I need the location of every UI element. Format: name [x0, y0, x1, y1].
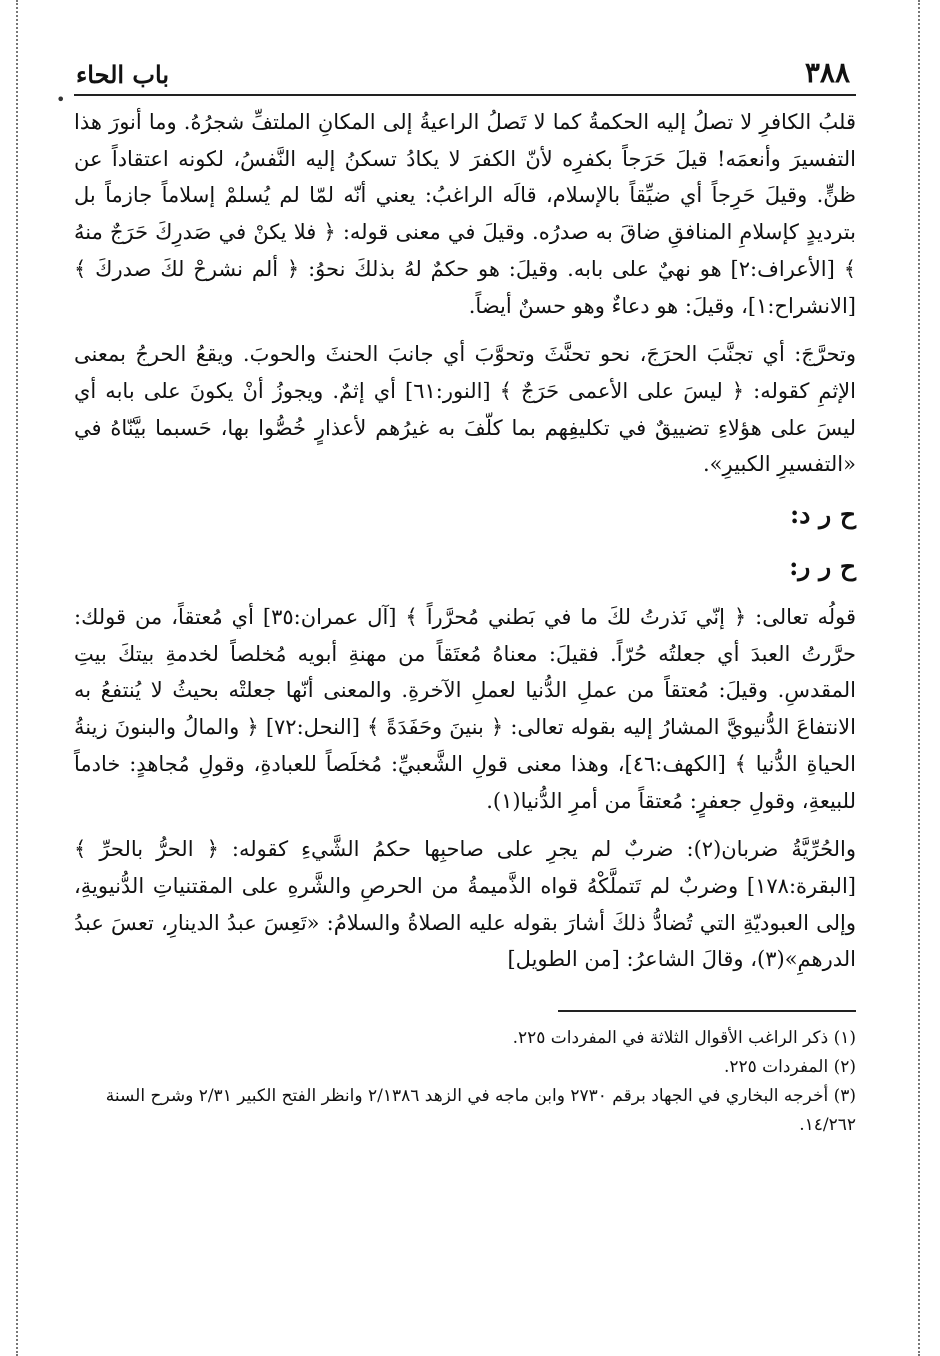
page-body: [74, 104, 856, 978]
page-number: ٣٨٨: [804, 56, 850, 89]
page-header: [56, 56, 856, 109]
paragraph-muharraran: قولُه تعالى: ﴿ إنّي نَذرتُ لكَ ما في بَطني مُحرَّراً ﴾ [آل عمران:٣٥] أي مُعتقاً، من قولك: حرَّرتُ العبدَ أي جعلتُه حُرّاً. فقيلَ: معناهُ مُعتَقاً من مهنةِ أبويه مُخلصاً لخدمةِ بيتكَ بيتِ المقدسِ. وقيلَ: مُعتقاً من عملِ الدُّنيا لعملِ الآخرةِ. والمعنى أنّها جعلتْه بحيثُ لا يُنتفعُ به الانتفاعَ الدُّنيويَّ المشارُ إليه بقوله تعالى: ﴿ بنينَ وحَفَدَةً ﴾ [النحل:٧٢] ﴿ والمالُ والبنونَ زينةُ الحياةِ الدُّنيا ﴾ [الكهف:٤٦]، وهذا معنى قولِ الشَّعبيِّ: مُخلَصاً للعبادةِ، وقولِ مُجاهدٍ: خادماً للبيعةِ، وقولِ جعفرٍ: مُعتقاً من أمرِ الدُّنيا(١).: [74, 605, 856, 813]
chapter-title: باب الحاء: [76, 60, 170, 89]
footnote-number: (٢): [833, 1057, 856, 1078]
footnote-separator: [558, 1010, 856, 1012]
footnote-text: أخرجه البخاري في الجهاد برقم ٢٧٣٠ وابن ماجه في الزهد ٢/١٣٨٦ وانظر الفتح الكبير ٢/٣١ وشرح السنة ١٤/٢٦٢.: [105, 1086, 856, 1136]
entry-heading-h-r-r: ح ر ر:: [789, 552, 856, 582]
entry-heading-h-r-d: ح ر د:: [790, 500, 856, 530]
paragraph-harajan: قلبُ الكافرِ لا تصلُ إليه الحكمةُ كما لا تَصلُ الراعيةُ إلى المكانِ الملتفِّ شجرُهُ. وما أنورَ هذا التفسيرَ وأنعمَه! قيلَ حَرَجاً بكفرِه لأنّ الكفرَ لا يكادُ تسكنُ إليه النَّفسُ، لكونه اعتقاداً عن ظنٍّ. وقيلَ حَرِجاً أي ضيِّقاً بالإسلام، قالَه الراغبُ: يعني أنّه لمّا لم يُسلمْ إسلاماً جازماً بل بترديدٍ كإسلامِ المنافقِ ضاقَ به صدرُه. وقيلَ في معنى قوله: ﴿ فلا يكنْ في صَدرِكَ حَرَجٌ منهُ ﴾ [الأعراف:٢] هو نهيٌ على بابه. وقيلَ: هو حكمٌ لهُ بذلكَ نحوُ: ﴿ ألم نشرحْ لكَ صدركَ ﴾ [الانشراح:١]، وقيلَ: هو دعاءٌ وهو حسنٌ أيضاً.: [74, 110, 856, 318]
scan-margin-left: [16, 0, 18, 1356]
footnote-text: المفردات ٢٢٥.: [723, 1057, 829, 1078]
footnote-number: (٣): [833, 1086, 856, 1107]
scan-margin-right: [918, 0, 920, 1356]
footnote-text: ذكر الراغب الأقوال الثلاثة في المفردات ٢٢٥.: [512, 1028, 829, 1049]
footnote-1: [74, 1024, 856, 1053]
paragraph-taharraja: وتحرَّجَ: أي تجنَّبَ الحرَجَ، نحو تحنَّثَ وتحوَّبَ أي جانبَ الحنثَ والحوبَ. ويقعُ الحرجُ بمعنى الإثمِ كقوله: ﴿ ليسَ على الأعمى حَرَجٌ ﴾ [النور:٦١] أي إثمٌ. ويجوزُ أنْ يكونَ على بابه أي ليسَ على هؤلاءِ تضييقٌ في تكليفِهم بما كلّفَ به غيرُهم لأعذارٍ خُصُّوا بها، حَسبما بيَّنّاهُ في «التفسيرِ الكبيرِ».: [74, 342, 856, 477]
footnote-2: [74, 1053, 856, 1082]
paragraph-hurriyya: والحُرِّيَّةُ ضربان(٢): ضربٌ لم يجرِ على صاحبِها حكمُ الشَّيءِ كقوله: ﴿ الحرُّ بالحرِّ ﴾ [البقرة:١٧٨] وضربٌ لم تَتملَّكْهُ قواه الذَّميمةُ من الحرصِ والشَّرهِ على المقتنياتِ الدُّنيويةِ، وإلى العبوديّةِ التي تُضادُّ ذلكَ أشارَ بقوله عليه الصلاةُ والسلامُ: «تَعِسَ عبدُ الدينارِ، تعسَ عبدُ الدرهمِ»(٣)، وقالَ الشاعرُ: [من الطويل]: [74, 837, 856, 972]
header-dot: •: [56, 90, 66, 109]
footnote-number: (١): [833, 1028, 856, 1049]
footnotes: [74, 1024, 856, 1140]
footnote-3: [74, 1082, 856, 1140]
book-page: [56, 56, 856, 1140]
